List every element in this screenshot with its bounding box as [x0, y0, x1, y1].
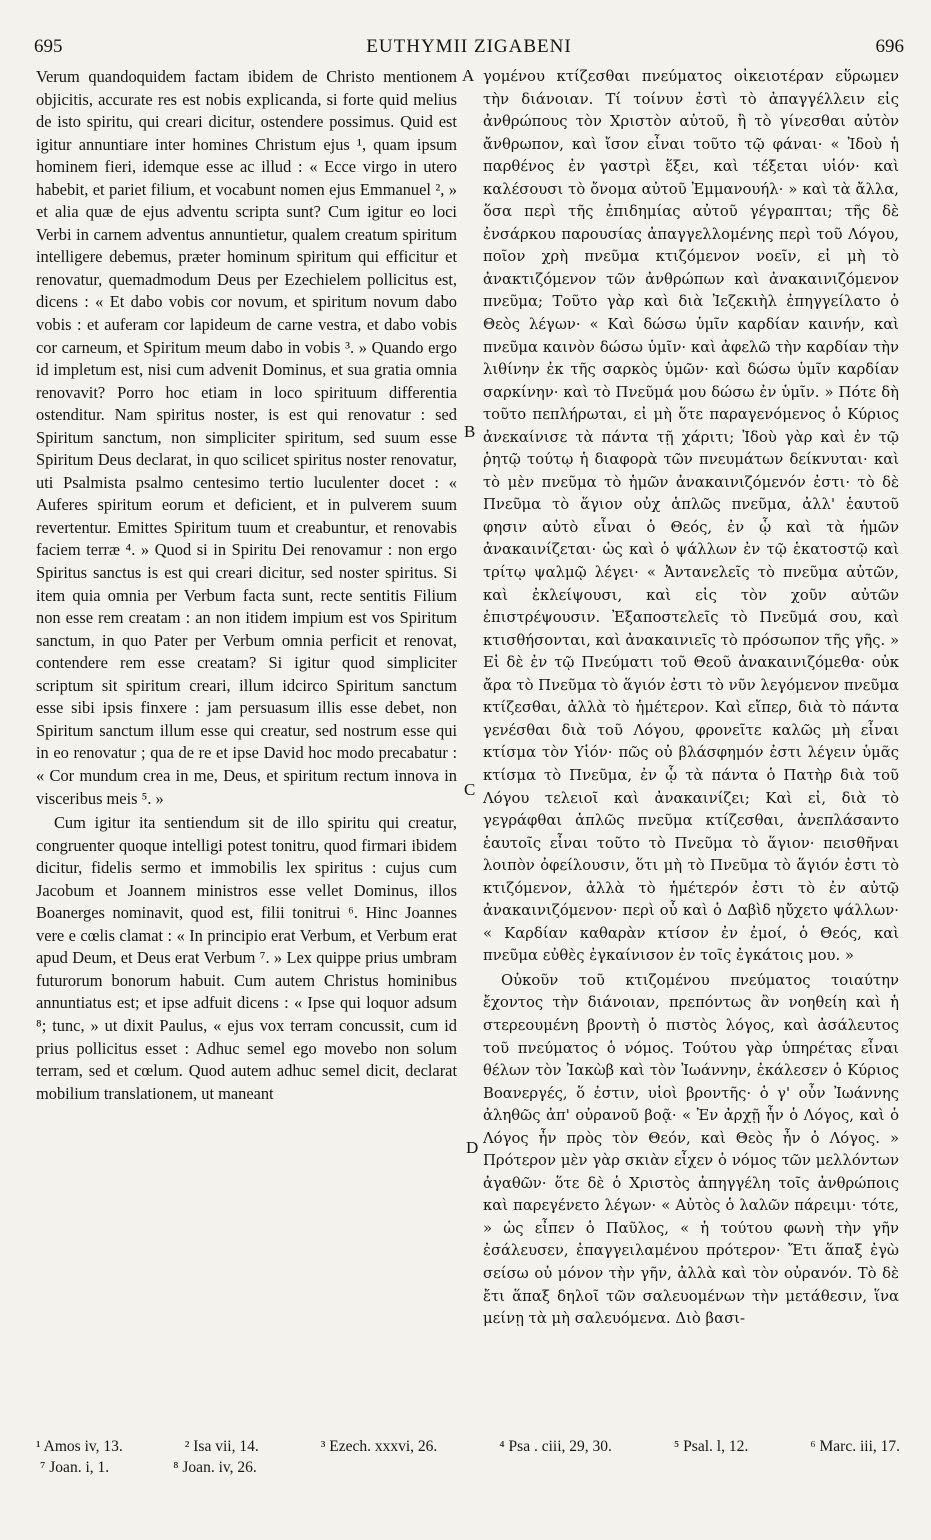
- footnote-2: ² Isa vii, 14.: [184, 1438, 259, 1455]
- page-header: [34, 36, 904, 62]
- footnotes-row-2: [36, 1457, 900, 1478]
- footnote-1: ¹ Amos iv, 13.: [36, 1438, 123, 1455]
- page-number-left: 695: [34, 36, 63, 57]
- margin-marker-d: D: [466, 1138, 479, 1157]
- running-title: EUTHYMII ZIGABENI: [366, 36, 572, 57]
- footnote-3: ³ Ezech. xxxvi, 26.: [320, 1438, 438, 1455]
- latin-paragraph-1: Verum quandoquidem factam ibidem de Christo mentionem objicitis, accurate res est nobis explicanda, si forte quid melius de isto spiritu, qui creari dicitur, ostendere possimus. Quid est igitur annuntiare inter homines Christum ejus ¹, quam ipsum hominem fieri, idemque esse ac illud : « Ecce virgo in utero habebit, et pariet filium, et vocabunt nomen ejus Emmanuel ², » et alia quæ de ejus adventu scripta sunt? Cum igitur eo loci Verbi in carnem adventus annuntietur, qualem creatum spiritum intelligere debemus, præter hominum spiritum qui efficitur et renovatur, quemadmodum Deus per Ezechielem pollicitus est, dicens : « Et dabo vobis cor novum, et spiritum novum dabo vobis : et auferam cor lapideum de carne vestra, et dabo vobis cor carneum, et Spiritum meum dabo in vobis ³. » Quando ergo id impletum est, nisi cum advenit Dominus, et sua gratia omnia renovavit? Porro hoc etiam in loco spirituum differentia ostenditur. Nam spiritus noster, is est qui renovatur : sed Spiritum sanctum, non simpliciter spiritum, sed suum esse Spiritum Deus declarat, in quo scilicet spiritus noster renovatur, uti Psalmista psalmo centesimo tertio luculenter docet : « Auferes spiritum eorum et deficient, et in pulverem suum revertentur. Emittes Spiritum tuum et creabuntur, et renovabis faciem terræ ⁴. » Quod si in Spiritu Dei renovamur : non ergo Spiritus sanctus is est qui creari dicitur, sed noster spiritus. Si item quia omnia per Verbum facta sunt, recte sentitis Filium non esse rem creatam : an non itidem impium est vos Spiritum sanctum, in quo Pater per Verbum omnia perficit et renovat, contendere rem esse creatam? Si igitur quod simpliciter scriptum sit spiritum creari, illum idcirco Spiritum sanctum esse sibi ipsis finxere : jam persuasum illis esse debet, non Spiritum sanctum illum esse qui creatur, sed nostrum esse qui in eo renovatur ; qua de re et ipse David hoc modo precabatur : « Cor mundum crea in me, Deus, et spiritum rectum innova in visceribus meis ⁵. »: [36, 67, 457, 808]
- page-number-right: 696: [875, 36, 904, 57]
- footnotes: [36, 1436, 900, 1478]
- margin-marker-a: A: [462, 66, 475, 85]
- footnotes-row-1: [36, 1436, 900, 1457]
- footnote-4: ⁴ Psa . ciii, 29, 30.: [499, 1438, 612, 1455]
- footnote-7: ⁷ Joan. i, 1.: [40, 1459, 110, 1476]
- footnote-6: ⁶ Marc. iii, 17.: [810, 1438, 900, 1455]
- latin-paragraph-2: Cum igitur ita sentiendum sit de illo spiritu qui creatur, congruenter quoque intelligi potest tonitru, quod firmari ibidem dicitur, fidelis sermo et immobilis lex spiritus : cujus cum Jacobum et Joannem ministros esse vellet Dominus, illos Boanerges nominavit, quod est, filii tonitrui ⁶. Hinc Joannes vere e cœlis clamat : « In principio erat Verbum, et Verbum erat apud Deum, et Deus erat Verbum ⁷. » Lex quippe prius umbram futurorum bonorum habuit. Cum autem Christus hominibus annuntiatus est; et ipse adfuit dicens : « Ipse qui loquor adsum ⁸; tunc, » ut dixit Paulus, « ejus vox terram concussit, cum id prius pollicitus esset : Adhuc semel ego movebo non solum terram, sed et cœlum. Quod autem adhuc semel dicit, declarat mobilium translationem, ut maneant: [36, 813, 457, 1103]
- greek-column: [483, 66, 899, 1331]
- greek-paragraph-1: γομένου κτίζεσθαι πνεύματος οἰκειοτέραν εὕρωμεν τὴν διάνοιαν. Τί τοίνυν ἐστὶ τὸ ἀπαγγέλλειν εἰς ἀνθρώπους τὸν Χριστὸν αὐτοῦ, ἢ τὸ γίνεσθαι αὐτὸν ἄνθρωπον, καὶ ἴσον εἶναι τοῦτο τῷ φάναι· « Ἰδοὺ ἡ παρθένος ἐν γαστρὶ ἕξει, καὶ τέξεται υἱόν· καὶ καλέσουσι τὸ ὄνομα αὐτοῦ Ἐμμανουήλ· » καὶ τὰ ἄλλα, ὅσα περὶ τῆς ἐπιδημίας αὐτοῦ γέγραπται; τῆς δὲ ἐνσάρκου παρουσίας ἀπαγγελλομένης περὶ τοῦ Λόγου, ποῖον χρὴ πνεῦμα κτιζόμενον νοεῖν, εἰ μὴ τὸ ἀνακτιζόμενον τῶν ἀνθρώπων καὶ ἀνακαινιζόμενον πνεῦμα; Τοῦτο γὰρ καὶ διὰ Ἰεζεκιὴλ ἐπηγγείλατο ὁ Θεὸς λέγων· « Καὶ δώσω ὑμῖν καρδίαν καινήν, καὶ πνεῦμα καινὸν δώσω ὑμῖν· καὶ ἀφελῶ τὴν καρδίαν τὴν λιθίνην ἐκ τῆς σαρκὸς ὑμῶν· καὶ δώσω ὑμῖν καρδίαν σαρκίνην· καὶ τὸ Πνεῦμά μου δώσω ἐν ὑμῖν. » Πότε δὴ τοῦτο πεπλήρωται, εἰ μὴ ὅτε παραγενόμενος ὁ Κύριος ἀνεκαίνισε τὰ πάντα τῇ χάριτι; Ἰδοὺ γὰρ καὶ ἐν τῷ ῥητῷ τούτῳ ἡ διαφορὰ τῶν πνευμάτων δείκνυται· καὶ τὸ μὲν πνεῦμα τὸ ἡμῶν ἀνακαινιζόμενόν ἐστι· τὸ δὲ Πνεῦμα τὸ ἅγιον οὐχ ἁπλῶς πνεῦμα, ἀλλ' ἑαυτοῦ φησιν αὐτὸ εἶναι ὁ Θεός, ἐν ᾧ καὶ τὰ ἡμῶν ἀνακαινίζεται· ὡς καὶ ὁ ψάλλων ἐν τῷ ἑκατοστῷ καὶ τρίτῳ ψαλμῷ λέγει· « Ἀντανελεῖς τὸ πνεῦμα αὐτῶν, καὶ ἐκλείψουσι, καὶ εἰς τὸν χοῦν αὐτῶν ἐπιστρέψουσιν. Ἐξαποστελεῖς τὸ Πνεῦμά σου, καὶ κτισθήσονται, καὶ ἀνακαινιεῖς τὸ πρόσωπον τῆς γῆς. » Εἰ δὲ ἐν τῷ Πνεύματι τοῦ Θεοῦ ἀνακαινιζόμεθα· οὐκ ἄρα τὸ Πνεῦμα τὸ ἅγιόν ἐστι τὸ νῦν λεγόμενον πνεῦμα κτίζεσθαι, ἀλλὰ τὸ ἡμέτερον. Καὶ εἴπερ, διὰ τὸ πάντα γενέσθαι διὰ τοῦ Λόγου, φρονεῖτε καλῶς μὴ εἶναι κτίσμα τὸν Υἱόν· πῶς οὐ βλάσφημόν ἐστι λέγειν ὑμᾶς κτίσμα τὸ Πνεῦμα, ἐν ᾧ τὰ πάντα ὁ Πατὴρ διὰ τοῦ Λόγου τελειοῖ καὶ ἀνακαινίζει; Καὶ εἰ, διὰ τὸ γεγράφθαι ἁπλῶς πνεῦμα κτίζεσθαι, ἀνεπλάσαντο ἑαυτοῖς εἶναι τοῦτο τὸ Πνεῦμα τὸ ἅγιον· πεισθῆναι λοιπὸν ὀφείλουσιν, ὅτι μὴ τὸ Πνεῦμα τὸ ἅγιόν ἐστι τὸ κτιζόμενον, ἀλλὰ τὸ ἡμέτερόν ἐστι τὸ ἐν αὐτῷ ἀνακαινιζόμενον· περὶ οὗ καὶ ὁ Δαβὶδ ηὔχετο ψάλλων· « Καρδίαν καθαρὰν κτίσον ἐν ἐμοί, ὁ Θεός, καὶ πνεῦμα εὐθὲς ἐγκαίνισον ἐν τοῖς ἐγκάτοις μου. »: [483, 68, 899, 965]
- margin-marker-c: C: [464, 780, 476, 799]
- footnote-5: ⁵ Psal. l, 12.: [673, 1438, 749, 1455]
- margin-marker-b: B: [464, 422, 476, 441]
- footnote-8: ⁸ Joan. iv, 26.: [173, 1459, 257, 1476]
- latin-column: [36, 66, 457, 1105]
- greek-paragraph-2: Οὐκοῦν τοῦ κτιζομένου πνεύματος τοιαύτην ἔχοντος τὴν διάνοιαν, πρεπόντως ἂν νοηθείη καὶ ἡ στερεουμένη βροντὴ ὁ πιστὸς λόγος, καὶ ἀσάλευτος τοῦ πνεύματος ὁ νόμος. Τούτου γὰρ ὑπηρέτας εἶναι θέλων τὸν Ἰακὼβ καὶ τὸν Ἰωάννην, ἐκάλεσεν ὁ Κύριος Βοανεργές, ὅ ἐστιν, υἱοὶ βροντῆς· ὁ γ' οὖν Ἰωάννης ἀληθῶς ἀπ' οὐρανοῦ βοᾷ· « Ἐν ἀρχῇ ἦν ὁ Λόγος, καὶ ὁ Λόγος ἦν πρὸς τὸν Θεόν, καὶ Θεὸς ἦν ὁ Λόγος. » Πρότερον μὲν γὰρ σκιὰν εἶχεν ὁ νόμος τῶν μελλόντων ἀγαθῶν· ὅτε δὲ ὁ Χριστὸς ἀπηγγέλη τοῖς ἀνθρώποις καὶ παρεγένετο λέγων· « Αὐτὸς ὁ λαλῶν πάρειμι· τότε, » ὡς εἶπεν ὁ Παῦλος, « ἡ τούτου φωνὴ τὴν γῆν ἐσάλευσεν, ἐπαγγειλαμένου πρότερον· Ἔτι ἅπαξ ἐγὼ σείσω οὐ μόνον τὴν γῆν, ἀλλὰ καὶ τὸν οὐρανόν. Τὸ δὲ ἔτι ἅπαξ δηλοῖ τῶν σαλευομένων τὴν μετάθεσιν, ἵνα μείνῃ τὰ μὴ σαλευόμενα. Διὸ βασι-: [483, 971, 899, 1328]
